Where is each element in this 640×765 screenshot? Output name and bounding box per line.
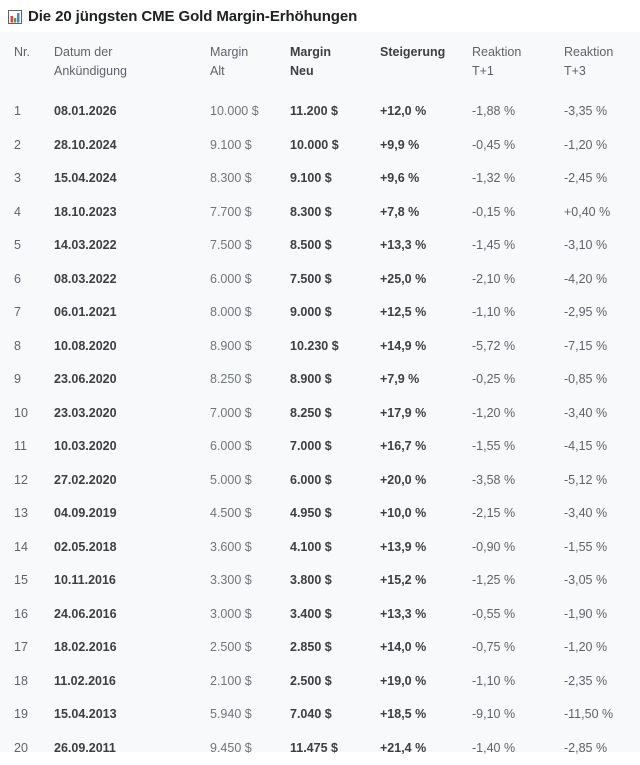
margin-new-cell: 11.200 $ [290,95,380,129]
reaction-t3-cell: -1,90 % [564,598,640,632]
reaction-t1-cell: -1,10 % [472,665,564,699]
reaction-t1-cell: -0,90 % [472,531,564,565]
announcement-date-cell: 27.02.2020 [54,464,210,498]
increase-percent-cell: +13,3 % [380,598,472,632]
reaction-t1-cell: -0,55 % [472,598,564,632]
margin-old-cell: 3.300 $ [210,564,290,598]
margin-old-cell: 9.100 $ [210,129,290,163]
reaction-t1-cell: -1,55 % [472,430,564,464]
reaction-t1-cell: -1,88 % [472,95,564,129]
margin-old-cell: 4.500 $ [210,497,290,531]
table-row [0,129,640,163]
reaction-t3-cell: -3,40 % [564,497,640,531]
announcement-date-cell: 06.01.2021 [54,296,210,330]
row-number-cell: 4 [0,196,54,230]
reaction-t1-cell: -0,45 % [472,129,564,163]
table-row [0,464,640,498]
margin-old-cell: 8.250 $ [210,363,290,397]
row-number-cell: 6 [0,263,54,297]
margin-new-cell: 11.475 $ [290,732,380,765]
margin-new-cell: 10.000 $ [290,129,380,163]
header-label: Ankündigung [54,64,127,78]
header-label: Alt [210,64,225,78]
increase-percent-cell: +10,0 % [380,497,472,531]
margin-new-cell: 7.500 $ [290,263,380,297]
margin-table-container [0,32,640,752]
margin-new-cell: 4.950 $ [290,497,380,531]
table-header [0,32,640,95]
header-increase [380,32,472,95]
header-margin-new [290,32,380,95]
table-row [0,196,640,230]
margin-old-cell: 6.000 $ [210,430,290,464]
bar-chart-icon [8,10,22,24]
row-number-cell: 7 [0,296,54,330]
reaction-t1-cell: -2,15 % [472,497,564,531]
reaction-t3-cell: -1,20 % [564,129,640,163]
header-label: Margin [210,45,248,59]
table-row [0,497,640,531]
header-label: T+3 [564,64,586,78]
margin-old-cell: 2.500 $ [210,631,290,665]
margin-increase-table [0,32,640,765]
announcement-date-cell: 10.08.2020 [54,330,210,364]
margin-old-cell: 7.700 $ [210,196,290,230]
table-row [0,330,640,364]
header-label: T+1 [472,64,494,78]
reaction-t1-cell: -9,10 % [472,698,564,732]
reaction-t1-cell: -1,10 % [472,296,564,330]
reaction-t3-cell: -4,15 % [564,430,640,464]
reaction-t1-cell: -3,58 % [472,464,564,498]
table-row [0,162,640,196]
margin-new-cell: 7.040 $ [290,698,380,732]
table-body [0,95,640,765]
header-reaction-t1 [472,32,564,95]
reaction-t3-cell: -1,20 % [564,631,640,665]
header-label: Margin [290,45,331,59]
margin-old-cell: 5.000 $ [210,464,290,498]
table-row [0,564,640,598]
table-row [0,363,640,397]
announcement-date-cell: 08.03.2022 [54,263,210,297]
row-number-cell: 9 [0,363,54,397]
row-number-cell: 13 [0,497,54,531]
row-number-cell: 12 [0,464,54,498]
margin-old-cell: 8.000 $ [210,296,290,330]
margin-old-cell: 7.500 $ [210,229,290,263]
announcement-date-cell: 15.04.2013 [54,698,210,732]
reaction-t3-cell: -2,35 % [564,665,640,699]
table-row [0,531,640,565]
margin-new-cell: 6.000 $ [290,464,380,498]
table-row [0,229,640,263]
margin-new-cell: 9.100 $ [290,162,380,196]
header-margin-old [210,32,290,95]
table-row [0,631,640,665]
margin-new-cell: 9.000 $ [290,296,380,330]
reaction-t1-cell: -0,15 % [472,196,564,230]
reaction-t3-cell: -7,15 % [564,330,640,364]
reaction-t1-cell: -1,40 % [472,732,564,765]
reaction-t3-cell: -4,20 % [564,263,640,297]
header-label: Neu [290,64,314,78]
reaction-t3-cell: -3,35 % [564,95,640,129]
reaction-t3-cell: +0,40 % [564,196,640,230]
margin-old-cell: 5.940 $ [210,698,290,732]
announcement-date-cell: 18.02.2016 [54,631,210,665]
announcement-date-cell: 23.06.2020 [54,363,210,397]
increase-percent-cell: +20,0 % [380,464,472,498]
reaction-t3-cell: -2,45 % [564,162,640,196]
announcement-date-cell: 18.10.2023 [54,196,210,230]
reaction-t3-cell: -2,85 % [564,732,640,765]
margin-old-cell: 3.600 $ [210,531,290,565]
reaction-t1-cell: -1,20 % [472,397,564,431]
margin-old-cell: 10.000 $ [210,95,290,129]
table-row [0,598,640,632]
title-bar [0,0,640,32]
margin-new-cell: 7.000 $ [290,430,380,464]
reaction-t3-cell: -1,55 % [564,531,640,565]
row-number-cell: 17 [0,631,54,665]
increase-percent-cell: +14,0 % [380,631,472,665]
margin-new-cell: 2.850 $ [290,631,380,665]
header-label: Reaktion [564,45,613,59]
increase-percent-cell: +9,9 % [380,129,472,163]
margin-old-cell: 8.900 $ [210,330,290,364]
increase-percent-cell: +7,8 % [380,196,472,230]
increase-percent-cell: +16,7 % [380,430,472,464]
reaction-t3-cell: -3,40 % [564,397,640,431]
reaction-t1-cell: -1,45 % [472,229,564,263]
announcement-date-cell: 28.10.2024 [54,129,210,163]
reaction-t3-cell: -5,12 % [564,464,640,498]
header-row [0,32,640,95]
table-row [0,296,640,330]
row-number-cell: 8 [0,330,54,364]
increase-percent-cell: +9,6 % [380,162,472,196]
reaction-t3-cell: -3,05 % [564,564,640,598]
announcement-date-cell: 02.05.2018 [54,531,210,565]
table-row [0,698,640,732]
table-row [0,430,640,464]
announcement-date-cell: 11.02.2016 [54,665,210,699]
announcement-date-cell: 10.03.2020 [54,430,210,464]
header-date [54,32,210,95]
margin-new-cell: 2.500 $ [290,665,380,699]
margin-old-cell: 2.100 $ [210,665,290,699]
margin-new-cell: 4.100 $ [290,531,380,565]
reaction-t1-cell: -5,72 % [472,330,564,364]
increase-percent-cell: +15,2 % [380,564,472,598]
table-row [0,732,640,765]
margin-old-cell: 7.000 $ [210,397,290,431]
table-row [0,665,640,699]
increase-percent-cell: +12,0 % [380,95,472,129]
row-number-cell: 14 [0,531,54,565]
margin-new-cell: 8.500 $ [290,229,380,263]
increase-percent-cell: +7,9 % [380,363,472,397]
table-row [0,95,640,129]
row-number-cell: 10 [0,397,54,431]
announcement-date-cell: 10.11.2016 [54,564,210,598]
page-title: Die 20 jüngsten CME Gold Margin-Erhöhungen [28,8,357,25]
margin-new-cell: 8.900 $ [290,363,380,397]
announcement-date-cell: 23.03.2020 [54,397,210,431]
reaction-t3-cell: -3,10 % [564,229,640,263]
reaction-t1-cell: -2,10 % [472,263,564,297]
table-row [0,397,640,431]
row-number-cell: 20 [0,732,54,765]
row-number-cell: 5 [0,229,54,263]
increase-percent-cell: +17,9 % [380,397,472,431]
increase-percent-cell: +12,5 % [380,296,472,330]
header-label: Reaktion [472,45,521,59]
margin-new-cell: 3.400 $ [290,598,380,632]
margin-new-cell: 10.230 $ [290,330,380,364]
header-label: Nr. [14,45,30,59]
reaction-t1-cell: -1,25 % [472,564,564,598]
row-number-cell: 16 [0,598,54,632]
increase-percent-cell: +19,0 % [380,665,472,699]
row-number-cell: 18 [0,665,54,699]
increase-percent-cell: +18,5 % [380,698,472,732]
row-number-cell: 3 [0,162,54,196]
reaction-t1-cell: -0,75 % [472,631,564,665]
margin-old-cell: 9.450 $ [210,732,290,765]
reaction-t1-cell: -1,32 % [472,162,564,196]
margin-old-cell: 3.000 $ [210,598,290,632]
margin-old-cell: 8.300 $ [210,162,290,196]
row-number-cell: 19 [0,698,54,732]
row-number-cell: 15 [0,564,54,598]
increase-percent-cell: +13,9 % [380,531,472,565]
margin-old-cell: 6.000 $ [210,263,290,297]
increase-percent-cell: +14,9 % [380,330,472,364]
row-number-cell: 11 [0,430,54,464]
margin-new-cell: 3.800 $ [290,564,380,598]
table-row [0,263,640,297]
increase-percent-cell: +21,4 % [380,732,472,765]
reaction-t1-cell: -0,25 % [472,363,564,397]
announcement-date-cell: 15.04.2024 [54,162,210,196]
announcement-date-cell: 14.03.2022 [54,229,210,263]
reaction-t3-cell: -11,50 % [564,698,640,732]
reaction-t3-cell: -0,85 % [564,363,640,397]
margin-new-cell: 8.300 $ [290,196,380,230]
announcement-date-cell: 04.09.2019 [54,497,210,531]
reaction-t3-cell: -2,95 % [564,296,640,330]
announcement-date-cell: 26.09.2011 [54,732,210,765]
header-label: Datum der [54,45,112,59]
header-reaction-t3 [564,32,640,95]
increase-percent-cell: +13,3 % [380,229,472,263]
increase-percent-cell: +25,0 % [380,263,472,297]
row-number-cell: 2 [0,129,54,163]
row-number-cell: 1 [0,95,54,129]
announcement-date-cell: 08.01.2026 [54,95,210,129]
announcement-date-cell: 24.06.2016 [54,598,210,632]
header-label: Steigerung [380,45,445,59]
header-nr [0,32,54,95]
margin-new-cell: 8.250 $ [290,397,380,431]
